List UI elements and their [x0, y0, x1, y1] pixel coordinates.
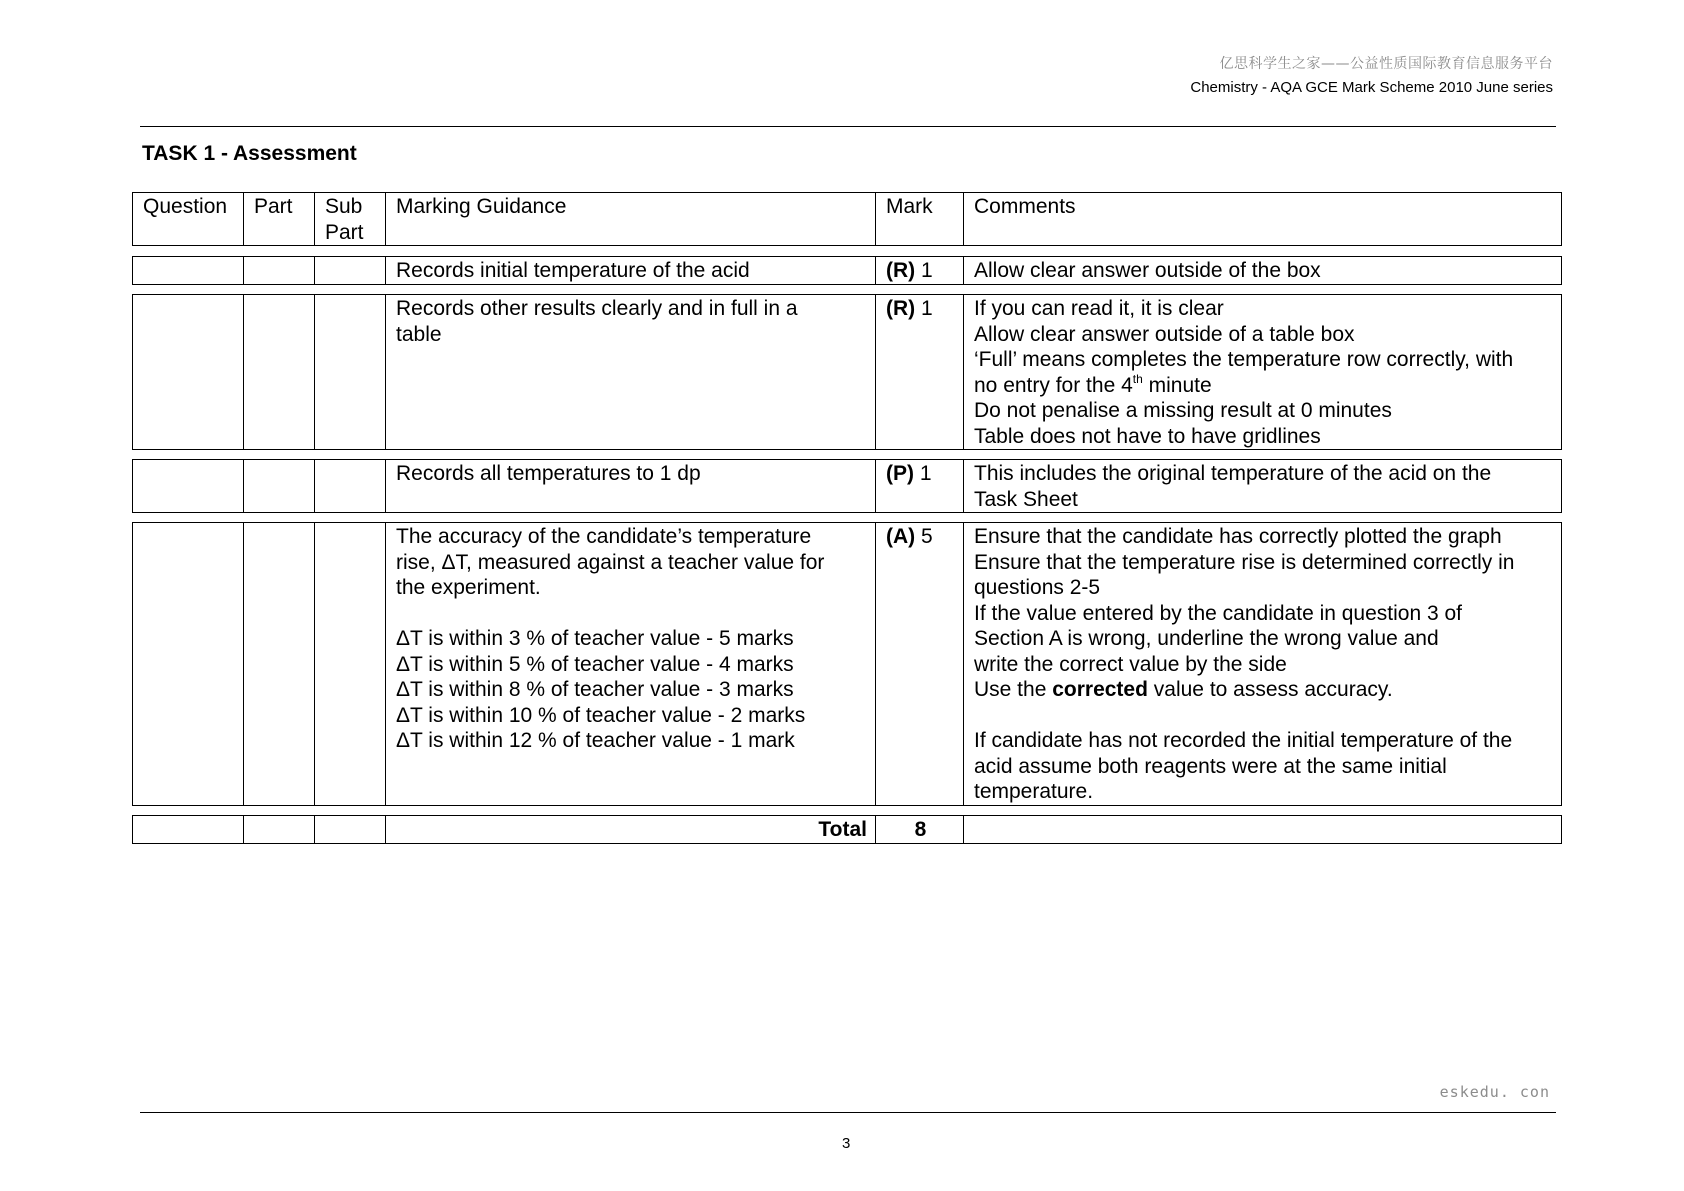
table-row	[132, 256, 1562, 285]
header-site-name: 亿思科学生之家——公益性质国际教育信息服务平台	[1219, 56, 1553, 72]
task-title: TASK 1 - Assessment	[142, 142, 357, 165]
guidance-cell: Records all temperatures to 1 dp	[386, 460, 876, 513]
total-row	[132, 815, 1562, 844]
footer-rule	[140, 1112, 1556, 1113]
header-guidance: Marking Guidance	[386, 193, 876, 246]
mark-table-header	[132, 192, 1562, 246]
comments-cell: Ensure that the candidate has correctly plotted the graph Ensure that the temperature rise is determined correctly in questions 2-5 If the value entered by the candidate in question 3 of Section A is wrong, underline the wrong value and write the correct value by the side Use the corrected value to assess accuracy. If candidate has not recorded the initial temperature of the acid assume both reagents were at the same initial temperature.	[964, 523, 1562, 806]
header-mark: Mark	[876, 193, 964, 246]
guidance-cell: Records initial temperature of the acid	[386, 257, 876, 285]
total-value: 8	[876, 816, 964, 844]
guidance-cell: Records other results clearly and in full in a table	[386, 295, 876, 450]
mark-cell: (R) 1	[876, 257, 964, 285]
comments-cell: This includes the original temperature of the acid on the Task Sheet	[964, 460, 1562, 513]
mark-cell: (R) 1	[876, 295, 964, 450]
total-label: Total	[386, 816, 876, 844]
table-row	[132, 294, 1562, 450]
comments-cell: Allow clear answer outside of the box	[964, 257, 1562, 285]
header-comments: Comments	[964, 193, 1562, 246]
header-rule	[140, 126, 1556, 127]
mark-cell: (A) 5	[876, 523, 964, 806]
table-row	[132, 459, 1562, 513]
header-sub-part: Sub Part	[315, 193, 386, 246]
comments-cell: If you can read it, it is clear Allow clear answer outside of a table box ‘Full’ means completes the temperature row correctly, with no entry for the 4th minute Do not penalise a missing result at 0 minutes Table does not have to have gridlines	[964, 295, 1562, 450]
table-row	[132, 522, 1562, 806]
guidance-cell: The accuracy of the candidate’s temperature rise, ΔT, measured against a teacher value for the experiment. ΔT is within 3 % of teacher value - 5 marks ΔT is within 5 % of teacher value - 4 marks ΔT is within 8 % of teacher value - 3 marks ΔT is within 10 % of teacher value - 2 marks ΔT is within 12 % of teacher value - 1 mark	[386, 523, 876, 806]
watermark-text: eskedu. con	[1439, 1083, 1550, 1101]
mark-cell: (P) 1	[876, 460, 964, 513]
page-number: 3	[842, 1135, 851, 1152]
header-question: Question	[133, 193, 244, 246]
header-part: Part	[244, 193, 315, 246]
header-series: Chemistry - AQA GCE Mark Scheme 2010 June series	[1190, 79, 1553, 96]
